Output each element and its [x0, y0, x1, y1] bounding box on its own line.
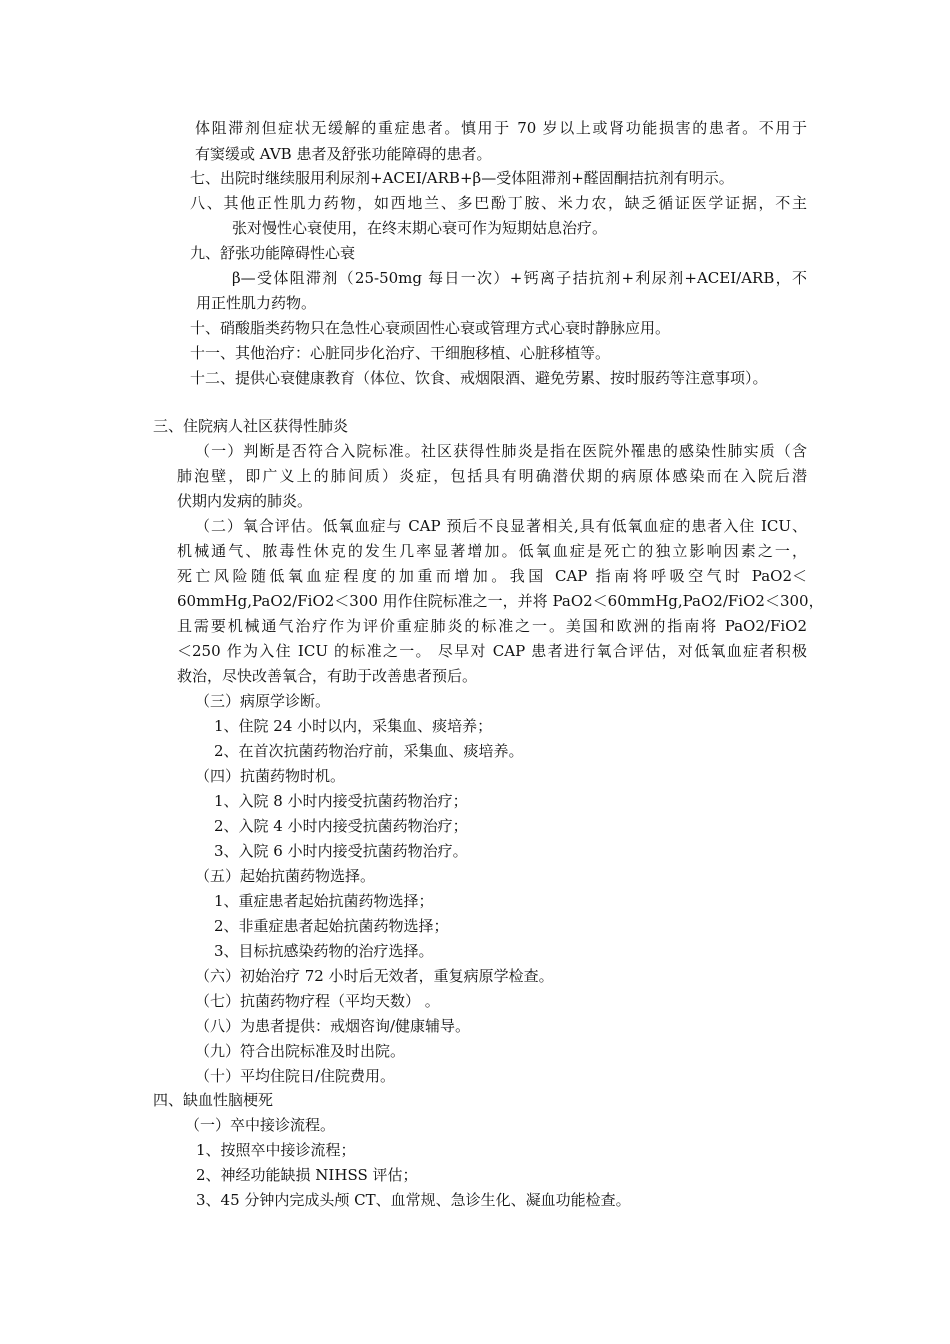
- hf-text-line: 体阻滞剂但症状无缓解的重症患者。慎用于 70 岁以上或肾功能损害的患者。不用于: [195, 119, 807, 137]
- hf-item-11: 十一、其他治疗：心脏同步化治疗、干细胞移植、心脏移植等。: [190, 344, 611, 362]
- list-item: 3、45 分钟内完成头颅 CT、血常规、急诊生化、凝血功能检查。: [196, 1191, 631, 1209]
- list-item: 3、入院 6 小时内接受抗菌药物治疗。: [214, 842, 468, 860]
- pneumonia-s2-cont: 且需要机械通气治疗作为评价重症肺炎的标准之一。美国和欧洲的指南将 PaO2/FiO2: [177, 617, 807, 635]
- hf-item-8: 八、其他正性肌力药物，如西地兰、多巴酚丁胺、米力农，缺乏循证医学证据，不主: [190, 194, 807, 212]
- list-item: 2、神经功能缺损 NIHSS 评估；: [196, 1166, 418, 1184]
- pneumonia-s5-title: （五）起始抗菌药物选择。: [195, 867, 376, 885]
- hf-item-10: 十、硝酸脂类药物只在急性心衰顽固性心衰或管理方式心衰时静脉应用。: [190, 319, 671, 337]
- pneumonia-s9: （九）符合出院标准及时出院。: [195, 1042, 406, 1060]
- pneumonia-s2-cont: 死亡风险随低氧血症程度的加重而增加。我国 CAP 指南将呼吸空气时 PaO2＜: [177, 567, 807, 585]
- hf-item-12: 十二、提供心衰健康教育（体位、饮食、戒烟限酒、避免劳累、按时服药等注意事项）。: [190, 369, 768, 387]
- pneumonia-s2-cont: 60mmHg,PaO2/FiO2＜300 用作住院标准之一，并将 PaO2＜60mmHg,PaO2/FiO2＜300，: [177, 592, 824, 610]
- pneumonia-s2-cont: ＜250 作为入住 ICU 的标准之一。 尽早对 CAP 患者进行氧合评估，对低氧血症者积极: [177, 642, 807, 660]
- stroke-s1-title: （一）卒中接诊流程。: [185, 1116, 336, 1134]
- pneumonia-s2-cont: 救治，尽快改善氧合，有助于改善患者预后。: [177, 667, 478, 685]
- section-heading-pneumonia: 三、住院病人社区获得性肺炎: [153, 417, 349, 435]
- hf-text-line: 有窦缓或 AVB 患者及舒张功能障碍的患者。: [195, 145, 492, 163]
- pneumonia-s8: （八）为患者提供：戒烟咨询/健康辅导。: [195, 1017, 471, 1035]
- hf-item-9-text: β—受体阻滞剂（25-50mg 每日一次）+钙离子拮抗剂+利尿剂+ACEI/ARB，不: [232, 269, 807, 287]
- pneumonia-s1: （一）判断是否符合入院标准。社区获得性肺炎是指在医院外罹患的感染性肺实质（含: [195, 442, 807, 460]
- hf-item-8-cont: 张对慢性心衰使用，在终末期心衰可作为短期姑息治疗。: [232, 219, 608, 237]
- list-item: 1、重症患者起始抗菌药物选择；: [214, 892, 434, 910]
- list-item: 1、入院 8 小时内接受抗菌药物治疗；: [214, 792, 468, 810]
- section-heading-stroke: 四、缺血性脑梗死: [153, 1091, 274, 1109]
- hf-item-9-cont: 用正性肌力药物。: [196, 294, 317, 312]
- pneumonia-s1-cont: 伏期内发病的肺炎。: [177, 492, 313, 510]
- pneumonia-s4-title: （四）抗菌药物时机。: [195, 767, 346, 785]
- pneumonia-s3-title: （三）病原学诊断。: [195, 692, 331, 710]
- list-item: 1、按照卒中接诊流程；: [196, 1141, 356, 1159]
- list-item: 2、入院 4 小时内接受抗菌药物治疗；: [214, 817, 468, 835]
- hf-item-9-title: 九、舒张功能障碍性心衰: [190, 244, 356, 262]
- pneumonia-s2-cont: 机械通气、脓毒性休克的发生几率显著增加。低氧血症是死亡的独立影响因素之一，: [177, 542, 807, 560]
- pneumonia-s7: （七）抗菌药物疗程（平均天数） 。: [195, 992, 440, 1010]
- list-item: 2、非重症患者起始抗菌药物选择；: [214, 917, 449, 935]
- list-item: 2、在首次抗菌药物治疗前，采集血、痰培养。: [214, 742, 524, 760]
- list-item: 3、目标抗感染药物的治疗选择。: [214, 942, 434, 960]
- list-item: 1、住院 24 小时以内，采集血、痰培养；: [214, 717, 493, 735]
- pneumonia-s6: （六）初始治疗 72 小时后无效者，重复病原学检查。: [195, 967, 554, 985]
- pneumonia-s2: （二）氧合评估。低氧血症与 CAP 预后不良显著相关,具有低氧血症的患者入住 ICU、: [195, 517, 807, 535]
- hf-item-7: 七、出院时继续服用利尿剂+ACEI/ARB+β—受体阻滞剂+醛固酮拮抗剂有明示。: [190, 169, 734, 187]
- pneumonia-s10: （十）平均住院日/住院费用。: [195, 1067, 396, 1085]
- pneumonia-s1-cont: 肺泡壁，即广义上的肺间质）炎症，包括具有明确潜伏期的病原体感染而在入院后潜: [177, 467, 807, 485]
